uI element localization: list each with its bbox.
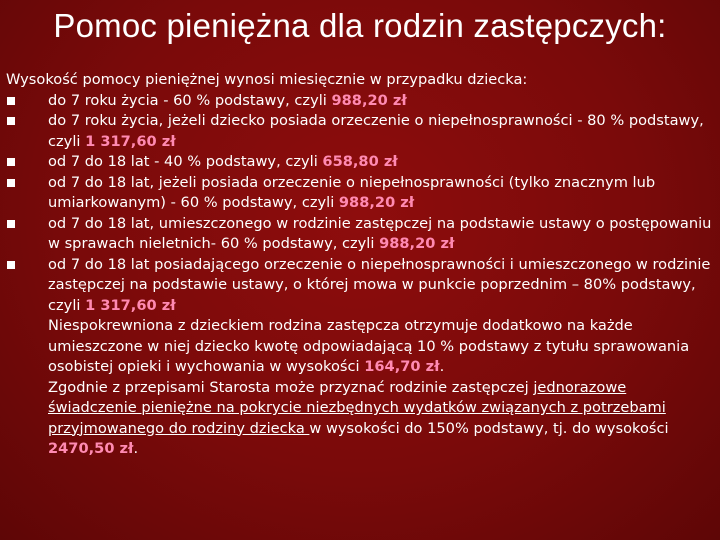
amount: 988,20 zł — [331, 91, 407, 109]
benefit-list — [6, 91, 716, 317]
slide-content — [6, 70, 716, 460]
square-bullet-icon — [7, 261, 15, 269]
additional-allowance-paragraph: Niespokrewniona z dzieckiem rodzina zastępcza otrzymuje dodatkowo na każde umieszczone w niej dziecko kwotę odpowiadającą 10 % podstawy z tytułu sprawowania osobistej opieki i wychowania w wysokości 164,70 zł. — [48, 317, 690, 375]
list-item: od 7 do 18 lat, umieszczonego w rodzinie zastępczej na podstawie ustawy o postępowaniu w sprawach nieletnich- 60 % podstawy, czyli 988,20 zł — [6, 214, 716, 255]
square-bullet-icon — [7, 117, 15, 125]
list-item: od 7 do 18 lat posiadającego orzeczenie o niepełnosprawności i umieszczonego w rodzinie zastępczej na podstawie ustawy, o której mowa w punkcie poprzednim – 80% podstawy, czyli 1 317,60 zł — [6, 255, 716, 317]
slide-title: Pomoc pieniężna dla rodzin zastępczych: — [53, 7, 667, 44]
amount: 988,20 zł — [379, 235, 455, 252]
amount: 988,20 zł — [338, 194, 415, 211]
underlined-text: jednorazowe świadczenie pieniężne na pokrycie niezbędnych wydatków związanych z potrzebami przyjmowanego do rodziny dziecka — [48, 378, 666, 437]
amount: 2470,50 zł — [48, 440, 134, 457]
square-bullet-icon — [7, 179, 15, 187]
amount: 1 317,60 zł — [85, 132, 176, 150]
amount: 658,80 zł — [322, 153, 398, 170]
square-bullet-icon — [7, 158, 15, 166]
amount: 1 317,60 zł — [85, 296, 176, 314]
list-item: od 7 do 18 lat - 40 % podstawy, czyli 658,80 zł — [6, 152, 716, 173]
list-item: od 7 do 18 lat, jeżeli posiada orzeczenie o niepełnosprawności (tylko znacznym lub umiarkowanym) - 60 % podstawy, czyli 988,20 zł — [6, 173, 716, 214]
one-time-benefit-paragraph: Zgodnie z przepisami Starosta może przyznać rodzinie zastępczej jednorazowe świadczenie pieniężne na pokrycie niezbędnych wydatków związanych z potrzebami przyjmowanego do rodziny dziecka w wysokości do 150% podstawy, tj. do wysokości 2470,50 zł. — [48, 378, 669, 457]
square-bullet-icon — [7, 220, 15, 228]
amount: 164,70 zł — [364, 358, 440, 375]
intro-text: Wysokość pomocy pieniężnej wynosi miesięcznie w przypadku dziecka: — [6, 71, 528, 88]
list-item: do 7 roku życia - 60 % podstawy, czyli 988,20 zł — [6, 91, 716, 112]
list-item: do 7 roku życia, jeżeli dziecko posiada orzeczenie o niepełnosprawności - 80 % podstawy, czyli 1 317,60 zł — [6, 111, 716, 152]
square-bullet-icon — [7, 97, 15, 105]
